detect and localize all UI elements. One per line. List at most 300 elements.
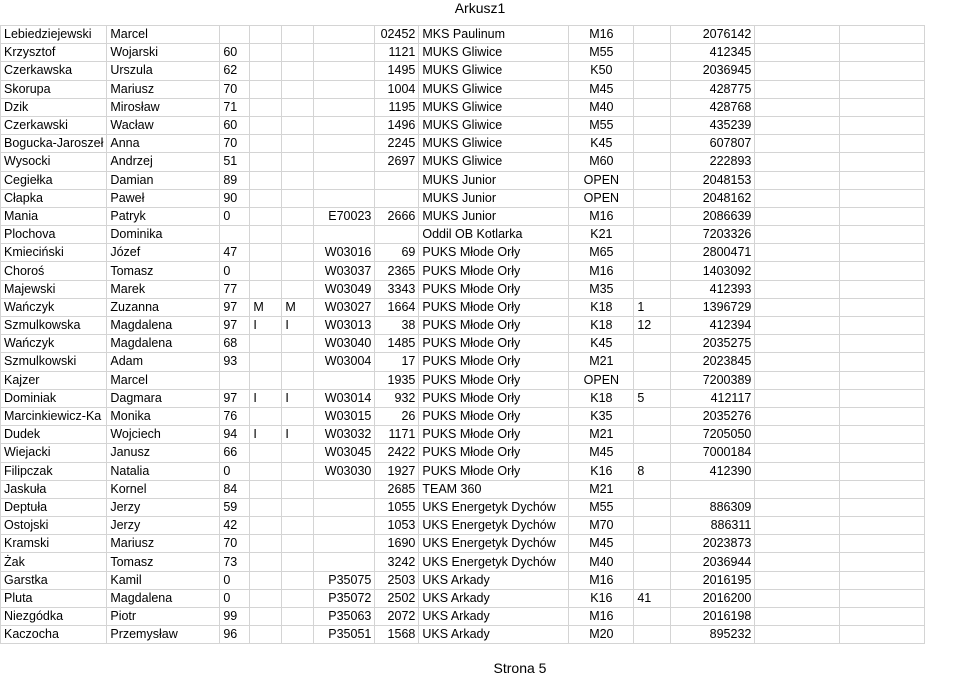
cell-col-e[interactable] xyxy=(282,280,314,298)
cell-extra-2[interactable] xyxy=(840,44,925,62)
cell-club-code[interactable]: W03049 xyxy=(314,280,375,298)
cell-category[interactable]: K18 xyxy=(569,317,634,335)
cell-club-code[interactable] xyxy=(314,26,375,44)
cell-col-d[interactable] xyxy=(250,480,282,498)
cell-col-c[interactable]: 97 xyxy=(220,389,250,407)
cell-extra-1[interactable] xyxy=(755,353,840,371)
cell-license[interactable]: 895232 xyxy=(671,626,755,644)
cell-club[interactable]: MKS Paulinum xyxy=(419,26,569,44)
cell-extra-1[interactable] xyxy=(755,335,840,353)
cell-extra-1[interactable] xyxy=(755,517,840,535)
cell-first-name[interactable]: Dagmara xyxy=(107,389,220,407)
cell-col-e[interactable] xyxy=(282,189,314,207)
cell-license[interactable]: 607807 xyxy=(671,135,755,153)
cell-extra-2[interactable] xyxy=(840,98,925,116)
cell-col-d[interactable] xyxy=(250,135,282,153)
cell-col-c[interactable]: 59 xyxy=(220,498,250,516)
cell-number[interactable]: 38 xyxy=(375,317,419,335)
cell-extra-2[interactable] xyxy=(840,116,925,134)
cell-col-d[interactable] xyxy=(250,571,282,589)
cell-col-e[interactable] xyxy=(282,444,314,462)
cell-col-d[interactable] xyxy=(250,498,282,516)
cell-col-c[interactable]: 84 xyxy=(220,480,250,498)
cell-category[interactable]: M21 xyxy=(569,353,634,371)
cell-first-name[interactable]: Adam xyxy=(107,353,220,371)
cell-position[interactable]: 5 xyxy=(634,389,671,407)
cell-col-c[interactable]: 76 xyxy=(220,407,250,425)
cell-number[interactable]: 1690 xyxy=(375,535,419,553)
cell-number[interactable]: 2245 xyxy=(375,135,419,153)
cell-extra-1[interactable] xyxy=(755,262,840,280)
cell-col-d[interactable]: I xyxy=(250,317,282,335)
cell-last-name[interactable]: Choroś xyxy=(1,262,107,280)
cell-first-name[interactable]: Andrzej xyxy=(107,153,220,171)
cell-number[interactable]: 2422 xyxy=(375,444,419,462)
cell-last-name[interactable]: Szmulkowska xyxy=(1,317,107,335)
cell-position[interactable] xyxy=(634,98,671,116)
cell-position[interactable] xyxy=(634,608,671,626)
cell-club-code[interactable] xyxy=(314,371,375,389)
cell-category[interactable]: M21 xyxy=(569,426,634,444)
cell-license[interactable]: 2800471 xyxy=(671,244,755,262)
cell-club[interactable]: UKS Arkady xyxy=(419,608,569,626)
cell-extra-2[interactable] xyxy=(840,535,925,553)
cell-col-c[interactable]: 0 xyxy=(220,262,250,280)
cell-category[interactable]: M16 xyxy=(569,608,634,626)
cell-col-d[interactable] xyxy=(250,98,282,116)
cell-col-e[interactable] xyxy=(282,407,314,425)
cell-license[interactable]: 435239 xyxy=(671,116,755,134)
cell-last-name[interactable]: Cłapka xyxy=(1,189,107,207)
cell-extra-1[interactable] xyxy=(755,135,840,153)
cell-license[interactable]: 2048153 xyxy=(671,171,755,189)
cell-last-name[interactable]: Plochova xyxy=(1,226,107,244)
cell-last-name[interactable]: Niezgódka xyxy=(1,608,107,626)
cell-category[interactable]: M16 xyxy=(569,207,634,225)
cell-extra-1[interactable] xyxy=(755,116,840,134)
cell-col-c[interactable]: 90 xyxy=(220,189,250,207)
cell-last-name[interactable]: Dzik xyxy=(1,98,107,116)
cell-first-name[interactable]: Dominika xyxy=(107,226,220,244)
cell-col-c[interactable]: 70 xyxy=(220,80,250,98)
cell-col-c[interactable]: 68 xyxy=(220,335,250,353)
cell-col-d[interactable] xyxy=(250,189,282,207)
cell-license[interactable]: 2035275 xyxy=(671,335,755,353)
cell-col-d[interactable]: M xyxy=(250,298,282,316)
cell-license[interactable]: 2016200 xyxy=(671,589,755,607)
cell-col-d[interactable] xyxy=(250,553,282,571)
cell-position[interactable] xyxy=(634,26,671,44)
cell-license[interactable]: 428775 xyxy=(671,80,755,98)
cell-club-code[interactable] xyxy=(314,80,375,98)
cell-number[interactable]: 932 xyxy=(375,389,419,407)
cell-number[interactable]: 1055 xyxy=(375,498,419,516)
cell-extra-1[interactable] xyxy=(755,444,840,462)
cell-extra-2[interactable] xyxy=(840,517,925,535)
cell-license[interactable]: 7200389 xyxy=(671,371,755,389)
cell-last-name[interactable]: Majewski xyxy=(1,280,107,298)
cell-number[interactable]: 17 xyxy=(375,353,419,371)
cell-category[interactable]: K16 xyxy=(569,589,634,607)
cell-club[interactable]: PUKS Młode Orły xyxy=(419,335,569,353)
cell-club-code[interactable]: W03040 xyxy=(314,335,375,353)
cell-last-name[interactable]: Kaczocha xyxy=(1,626,107,644)
cell-club-code[interactable]: W03037 xyxy=(314,262,375,280)
cell-first-name[interactable]: Kamil xyxy=(107,571,220,589)
cell-club[interactable]: MUKS Junior xyxy=(419,189,569,207)
cell-number[interactable] xyxy=(375,171,419,189)
cell-club-code[interactable] xyxy=(314,98,375,116)
cell-extra-2[interactable] xyxy=(840,189,925,207)
cell-number[interactable]: 1664 xyxy=(375,298,419,316)
cell-extra-1[interactable] xyxy=(755,389,840,407)
cell-license[interactable]: 2016195 xyxy=(671,571,755,589)
cell-first-name[interactable]: Tomasz xyxy=(107,553,220,571)
cell-extra-2[interactable] xyxy=(840,244,925,262)
cell-extra-2[interactable] xyxy=(840,462,925,480)
cell-last-name[interactable]: Czerkawska xyxy=(1,62,107,80)
cell-number[interactable]: 3343 xyxy=(375,280,419,298)
cell-position[interactable] xyxy=(634,571,671,589)
cell-category[interactable]: OPEN xyxy=(569,171,634,189)
cell-extra-2[interactable] xyxy=(840,262,925,280)
cell-club[interactable]: PUKS Młode Orły xyxy=(419,407,569,425)
cell-col-e[interactable] xyxy=(282,244,314,262)
cell-col-d[interactable] xyxy=(250,80,282,98)
cell-club-code[interactable]: W03045 xyxy=(314,444,375,462)
cell-club[interactable]: MUKS Junior xyxy=(419,207,569,225)
cell-last-name[interactable]: Krzysztof xyxy=(1,44,107,62)
cell-col-d[interactable] xyxy=(250,535,282,553)
cell-license[interactable]: 2023845 xyxy=(671,353,755,371)
cell-extra-2[interactable] xyxy=(840,553,925,571)
cell-col-c[interactable]: 93 xyxy=(220,353,250,371)
cell-category[interactable]: M60 xyxy=(569,153,634,171)
cell-number[interactable]: 1485 xyxy=(375,335,419,353)
cell-col-c[interactable]: 60 xyxy=(220,116,250,134)
cell-number[interactable] xyxy=(375,189,419,207)
cell-col-d[interactable] xyxy=(250,171,282,189)
cell-first-name[interactable]: Mariusz xyxy=(107,80,220,98)
cell-extra-1[interactable] xyxy=(755,280,840,298)
cell-position[interactable] xyxy=(634,44,671,62)
cell-col-c[interactable]: 73 xyxy=(220,553,250,571)
cell-license[interactable]: 412393 xyxy=(671,280,755,298)
cell-club[interactable]: MUKS Gliwice xyxy=(419,116,569,134)
cell-club[interactable]: UKS Arkady xyxy=(419,626,569,644)
cell-last-name[interactable]: Marcinkiewicz-Ka xyxy=(1,407,107,425)
cell-col-d[interactable] xyxy=(250,44,282,62)
cell-col-c[interactable]: 0 xyxy=(220,207,250,225)
cell-position[interactable] xyxy=(634,371,671,389)
cell-col-e[interactable] xyxy=(282,353,314,371)
cell-position[interactable] xyxy=(634,280,671,298)
cell-number[interactable]: 2666 xyxy=(375,207,419,225)
cell-col-c[interactable]: 0 xyxy=(220,462,250,480)
cell-col-c[interactable]: 0 xyxy=(220,571,250,589)
cell-club-code[interactable] xyxy=(314,153,375,171)
cell-col-d[interactable]: I xyxy=(250,426,282,444)
cell-first-name[interactable]: Monika xyxy=(107,407,220,425)
cell-extra-1[interactable] xyxy=(755,426,840,444)
cell-col-d[interactable] xyxy=(250,353,282,371)
cell-license[interactable]: 886309 xyxy=(671,498,755,516)
cell-first-name[interactable]: Janusz xyxy=(107,444,220,462)
cell-last-name[interactable]: Lebiedziejewski xyxy=(1,26,107,44)
cell-extra-2[interactable] xyxy=(840,444,925,462)
cell-extra-2[interactable] xyxy=(840,317,925,335)
cell-number[interactable]: 1568 xyxy=(375,626,419,644)
cell-position[interactable]: 1 xyxy=(634,298,671,316)
cell-club[interactable]: PUKS Młode Orły xyxy=(419,426,569,444)
cell-col-d[interactable] xyxy=(250,608,282,626)
cell-extra-2[interactable] xyxy=(840,280,925,298)
cell-club-code[interactable] xyxy=(314,44,375,62)
cell-club-code[interactable] xyxy=(314,517,375,535)
cell-club[interactable]: MUKS Gliwice xyxy=(419,80,569,98)
cell-extra-1[interactable] xyxy=(755,480,840,498)
cell-extra-2[interactable] xyxy=(840,335,925,353)
cell-col-d[interactable] xyxy=(250,244,282,262)
cell-position[interactable] xyxy=(634,553,671,571)
cell-col-d[interactable] xyxy=(250,62,282,80)
cell-number[interactable]: 1935 xyxy=(375,371,419,389)
cell-position[interactable] xyxy=(634,444,671,462)
cell-extra-2[interactable] xyxy=(840,571,925,589)
cell-license[interactable]: 428768 xyxy=(671,98,755,116)
cell-last-name[interactable]: Kmieciński xyxy=(1,244,107,262)
cell-col-c[interactable] xyxy=(220,226,250,244)
cell-col-c[interactable]: 60 xyxy=(220,44,250,62)
cell-club[interactable]: PUKS Młode Orły xyxy=(419,262,569,280)
cell-number[interactable]: 2365 xyxy=(375,262,419,280)
cell-extra-2[interactable] xyxy=(840,171,925,189)
cell-club-code[interactable]: W03013 xyxy=(314,317,375,335)
cell-category[interactable]: M55 xyxy=(569,498,634,516)
cell-col-c[interactable]: 77 xyxy=(220,280,250,298)
cell-number[interactable]: 1496 xyxy=(375,116,419,134)
cell-first-name[interactable]: Paweł xyxy=(107,189,220,207)
cell-category[interactable]: K18 xyxy=(569,298,634,316)
cell-col-d[interactable] xyxy=(250,444,282,462)
cell-club[interactable]: UKS Energetyk Dychów xyxy=(419,498,569,516)
cell-license[interactable]: 412345 xyxy=(671,44,755,62)
cell-first-name[interactable]: Damian xyxy=(107,171,220,189)
cell-first-name[interactable]: Wojciech xyxy=(107,426,220,444)
cell-last-name[interactable]: Ostojski xyxy=(1,517,107,535)
cell-col-e[interactable] xyxy=(282,371,314,389)
cell-club[interactable]: PUKS Młode Orły xyxy=(419,353,569,371)
cell-position[interactable] xyxy=(634,62,671,80)
cell-col-c[interactable]: 71 xyxy=(220,98,250,116)
cell-club[interactable]: PUKS Młode Orły xyxy=(419,298,569,316)
cell-last-name[interactable]: Kajzer xyxy=(1,371,107,389)
cell-position[interactable] xyxy=(634,189,671,207)
cell-license[interactable]: 1396729 xyxy=(671,298,755,316)
cell-license[interactable]: 7205050 xyxy=(671,426,755,444)
cell-category[interactable]: M35 xyxy=(569,280,634,298)
cell-first-name[interactable]: Tomasz xyxy=(107,262,220,280)
cell-col-c[interactable]: 97 xyxy=(220,298,250,316)
cell-col-d[interactable] xyxy=(250,335,282,353)
cell-position[interactable] xyxy=(634,80,671,98)
cell-first-name[interactable]: Jerzy xyxy=(107,498,220,516)
cell-license[interactable]: 7203326 xyxy=(671,226,755,244)
cell-category[interactable]: M70 xyxy=(569,517,634,535)
cell-first-name[interactable]: Jerzy xyxy=(107,517,220,535)
cell-category[interactable]: K50 xyxy=(569,62,634,80)
cell-extra-2[interactable] xyxy=(840,207,925,225)
cell-col-e[interactable] xyxy=(282,171,314,189)
cell-club[interactable]: PUKS Młode Orły xyxy=(419,244,569,262)
cell-position[interactable] xyxy=(634,517,671,535)
cell-first-name[interactable]: Wojarski xyxy=(107,44,220,62)
cell-extra-2[interactable] xyxy=(840,353,925,371)
cell-extra-2[interactable] xyxy=(840,298,925,316)
cell-position[interactable] xyxy=(634,498,671,516)
cell-club-code[interactable] xyxy=(314,135,375,153)
cell-col-d[interactable] xyxy=(250,262,282,280)
cell-extra-2[interactable] xyxy=(840,62,925,80)
cell-club-code[interactable] xyxy=(314,480,375,498)
cell-extra-1[interactable] xyxy=(755,535,840,553)
cell-last-name[interactable]: Wańczyk xyxy=(1,335,107,353)
cell-club-code[interactable]: W03004 xyxy=(314,353,375,371)
cell-category[interactable]: M20 xyxy=(569,626,634,644)
cell-license[interactable]: 2023873 xyxy=(671,535,755,553)
cell-col-d[interactable] xyxy=(250,226,282,244)
cell-number[interactable]: 69 xyxy=(375,244,419,262)
cell-position[interactable]: 12 xyxy=(634,317,671,335)
cell-number[interactable]: 3242 xyxy=(375,553,419,571)
cell-number[interactable]: 1053 xyxy=(375,517,419,535)
cell-category[interactable]: M40 xyxy=(569,98,634,116)
cell-position[interactable] xyxy=(634,335,671,353)
cell-club-code[interactable] xyxy=(314,498,375,516)
cell-col-d[interactable] xyxy=(250,517,282,535)
cell-col-e[interactable] xyxy=(282,44,314,62)
cell-last-name[interactable]: Cegiełka xyxy=(1,171,107,189)
cell-col-e[interactable] xyxy=(282,462,314,480)
cell-number[interactable]: 1121 xyxy=(375,44,419,62)
cell-col-e[interactable] xyxy=(282,335,314,353)
cell-extra-1[interactable] xyxy=(755,498,840,516)
cell-last-name[interactable]: Dominiak xyxy=(1,389,107,407)
cell-number[interactable]: 1004 xyxy=(375,80,419,98)
cell-col-c[interactable]: 66 xyxy=(220,444,250,462)
cell-club[interactable]: MUKS Gliwice xyxy=(419,135,569,153)
cell-extra-1[interactable] xyxy=(755,589,840,607)
cell-last-name[interactable]: Wańczyk xyxy=(1,298,107,316)
cell-club[interactable]: PUKS Młode Orły xyxy=(419,462,569,480)
cell-club[interactable]: MUKS Gliwice xyxy=(419,62,569,80)
cell-col-c[interactable] xyxy=(220,26,250,44)
cell-category[interactable]: M16 xyxy=(569,262,634,280)
cell-first-name[interactable]: Marek xyxy=(107,280,220,298)
cell-license[interactable]: 1403092 xyxy=(671,262,755,280)
cell-position[interactable] xyxy=(634,171,671,189)
cell-extra-1[interactable] xyxy=(755,26,840,44)
cell-extra-1[interactable] xyxy=(755,317,840,335)
cell-club[interactable]: MUKS Junior xyxy=(419,171,569,189)
cell-club[interactable]: PUKS Młode Orły xyxy=(419,280,569,298)
cell-category[interactable]: M45 xyxy=(569,535,634,553)
cell-first-name[interactable]: Natalia xyxy=(107,462,220,480)
cell-license[interactable]: 2035276 xyxy=(671,407,755,425)
cell-extra-2[interactable] xyxy=(840,389,925,407)
cell-club[interactable]: PUKS Młode Orły xyxy=(419,444,569,462)
cell-last-name[interactable]: Wiejacki xyxy=(1,444,107,462)
cell-extra-1[interactable] xyxy=(755,207,840,225)
cell-col-e[interactable]: I xyxy=(282,426,314,444)
cell-club[interactable]: UKS Energetyk Dychów xyxy=(419,553,569,571)
cell-col-e[interactable] xyxy=(282,226,314,244)
cell-position[interactable] xyxy=(634,153,671,171)
cell-club[interactable]: MUKS Gliwice xyxy=(419,44,569,62)
cell-license[interactable]: 2048162 xyxy=(671,189,755,207)
cell-col-e[interactable] xyxy=(282,262,314,280)
cell-last-name[interactable]: Filipczak xyxy=(1,462,107,480)
cell-last-name[interactable]: Czerkawski xyxy=(1,116,107,134)
cell-col-c[interactable]: 89 xyxy=(220,171,250,189)
cell-col-c[interactable]: 0 xyxy=(220,589,250,607)
cell-first-name[interactable]: Przemysław xyxy=(107,626,220,644)
cell-first-name[interactable]: Anna xyxy=(107,135,220,153)
cell-col-d[interactable] xyxy=(250,280,282,298)
cell-category[interactable]: K35 xyxy=(569,407,634,425)
cell-extra-1[interactable] xyxy=(755,626,840,644)
cell-category[interactable]: K45 xyxy=(569,335,634,353)
cell-col-e[interactable] xyxy=(282,98,314,116)
cell-first-name[interactable]: Magdalena xyxy=(107,317,220,335)
cell-club-code[interactable]: P35075 xyxy=(314,571,375,589)
cell-number[interactable] xyxy=(375,226,419,244)
cell-category[interactable]: OPEN xyxy=(569,189,634,207)
cell-col-c[interactable]: 62 xyxy=(220,62,250,80)
cell-col-d[interactable] xyxy=(250,116,282,134)
cell-extra-1[interactable] xyxy=(755,298,840,316)
cell-club[interactable]: MUKS Gliwice xyxy=(419,98,569,116)
cell-category[interactable]: M55 xyxy=(569,116,634,134)
cell-license[interactable]: 7000184 xyxy=(671,444,755,462)
cell-club[interactable]: TEAM 360 xyxy=(419,480,569,498)
cell-number[interactable]: 26 xyxy=(375,407,419,425)
cell-col-c[interactable]: 47 xyxy=(220,244,250,262)
cell-col-e[interactable]: M xyxy=(282,298,314,316)
cell-extra-1[interactable] xyxy=(755,153,840,171)
cell-extra-2[interactable] xyxy=(840,26,925,44)
cell-col-d[interactable] xyxy=(250,462,282,480)
cell-category[interactable]: M16 xyxy=(569,571,634,589)
cell-col-e[interactable] xyxy=(282,153,314,171)
cell-first-name[interactable]: Kornel xyxy=(107,480,220,498)
cell-extra-2[interactable] xyxy=(840,407,925,425)
cell-category[interactable]: M45 xyxy=(569,444,634,462)
cell-club-code[interactable] xyxy=(314,553,375,571)
cell-category[interactable]: K21 xyxy=(569,226,634,244)
cell-extra-1[interactable] xyxy=(755,462,840,480)
cell-extra-1[interactable] xyxy=(755,407,840,425)
cell-col-e[interactable] xyxy=(282,608,314,626)
cell-position[interactable] xyxy=(634,480,671,498)
cell-first-name[interactable]: Magdalena xyxy=(107,335,220,353)
cell-first-name[interactable]: Wacław xyxy=(107,116,220,134)
cell-club-code[interactable]: E70023 xyxy=(314,207,375,225)
cell-position[interactable] xyxy=(634,116,671,134)
cell-first-name[interactable]: Józef xyxy=(107,244,220,262)
cell-col-e[interactable] xyxy=(282,80,314,98)
cell-club[interactable]: UKS Arkady xyxy=(419,571,569,589)
